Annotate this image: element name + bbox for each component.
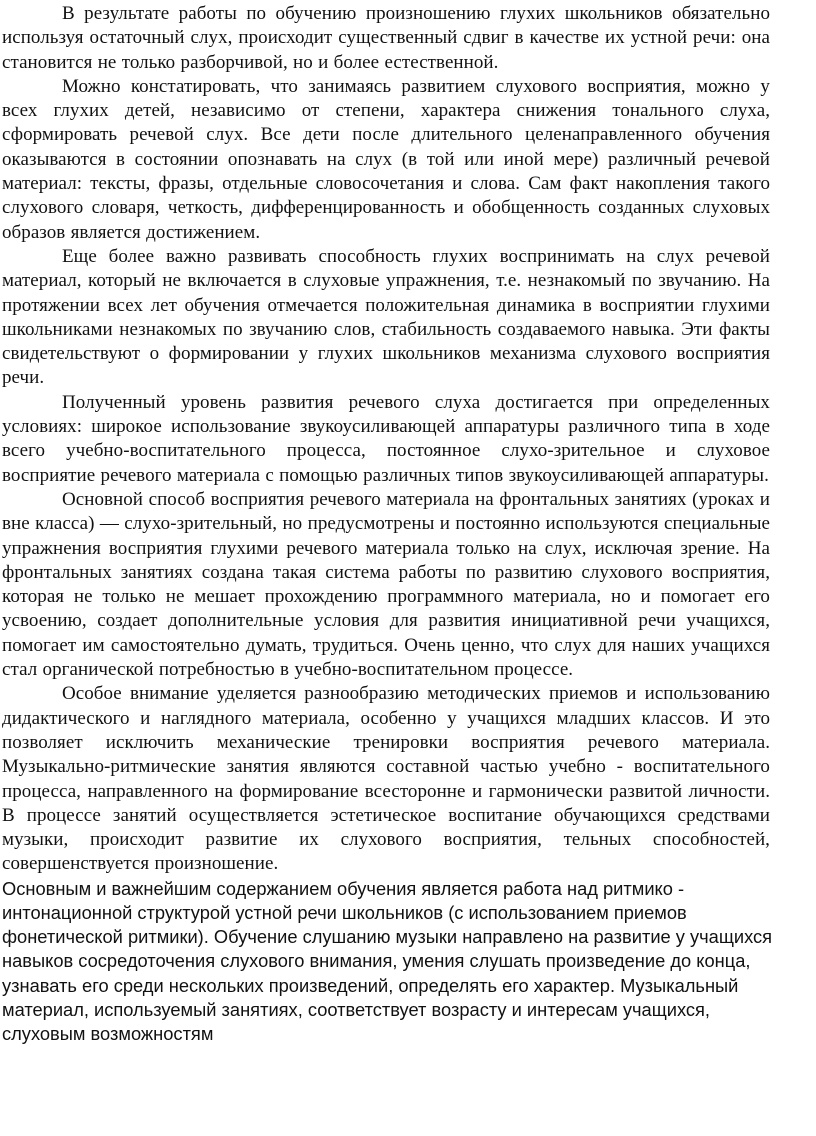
paragraph-methods-music: Особое внимание уделяется разнообразию методических приемов и использованию дидактического и наглядного материала, особенно у учащихся младших классов. И это позволяет исключить механические тренировки восприятия речевого материала. Музыкально-ритмические занятия являются составной частью учебно - воспитательного процесса, направленного на формирование всесторонне и гармонически развитой личности. В процессе занятий осуществляется эстетическое воспитание обучающихся средствами музыки, происходит развитие их слухового восприятия, тельных способностей, совершенствуется произношение. [2,683,770,875]
paragraph-frontal-lessons: Основной способ восприятия речевого материала на фронтальных занятиях (уроках и вне класса) — слухо-зрительный, но предусмотрены и постоянно используются специальные упражнения восприятия глухими речевого материала только на слух, исключая зрение. На фронтальных занятиях создана такая система работы по развитию слухового восприятия, которая не только не мешает прохождению программного материала, но и помогает его усвоению, создает дополнительные условия для развития инициативной речи учащихся, помогает им самостоятельно думать, трудиться. Очень ценно, что слух для наших учащихся стал органической потребностью в учебно-воспитательном процессе. [2,488,770,681]
paragraph-unfamiliar-material: Еще более важно развивать способность глухих воспринимать на слух речевой материал, который не включается в слуховые упражнения, т.е. незнакомый по звучанию. На протяжении всех лет обучения отмечается положительная динамика в восприятии глухими школьниками незнакомых по звучанию слов, стабильность создаваемого навыка. Эти факты свидетельствуют о формировании у глухих школьников механизма слухового восприятия речи. [2,245,770,389]
paragraph-speech-results: В результате работы по обучению произношению глухих школьников обязательно используя остаточный слух, происходит существенный сдвиг в качестве их устной речи: она становится не только разборчивой, но и более естественной. [2,3,770,73]
paragraph-speech-hearing: Можно констатировать, что занимаясь развитием слухового восприятия, можно у всех глухих детей, независимо от степени, характера снижения тонального слуха, сформировать речевой слух. Все дети после длительного целенаправленного обучения оказываются в состоянии опознавать на слух (в той или иной мере) различный речевой материал: тексты, фразы, отдельные словосочетания и слова. Сам факт накопления такого слухового словаря, четкость, дифференцированность и обобщенность созданных слуховых образов является достижением. [2,75,770,243]
paragraph-rhythm-intonation: Основным и важнейшим содержанием обучения является работа над ритмико - интонационной структурой устной речи школьников (с использованием приемов фонетической ритмики). Обучение слушанию музыки направлено на развитие у учащихся навыков сосредоточения слухового внимания, умения слушать произведение до конца, узнавать его среди нескольких произведений, определять его характер. Музыкальный материал, используемый занятиях, соответствует возрасту и интересам учащихся, слуховым возможностям [2,877,773,1044]
paragraph-conditions: Полученный уровень развития речевого слуха достигается при определенных условиях: широкое использование звукоусиливающей аппаратуры различного типа в ходе всего учебно-воспитательного процесса, постоянное слухо-зрительное и слуховое восприятие речевого материала с помощью различных типов звукоусиливающей аппаратуры. [2,391,770,486]
